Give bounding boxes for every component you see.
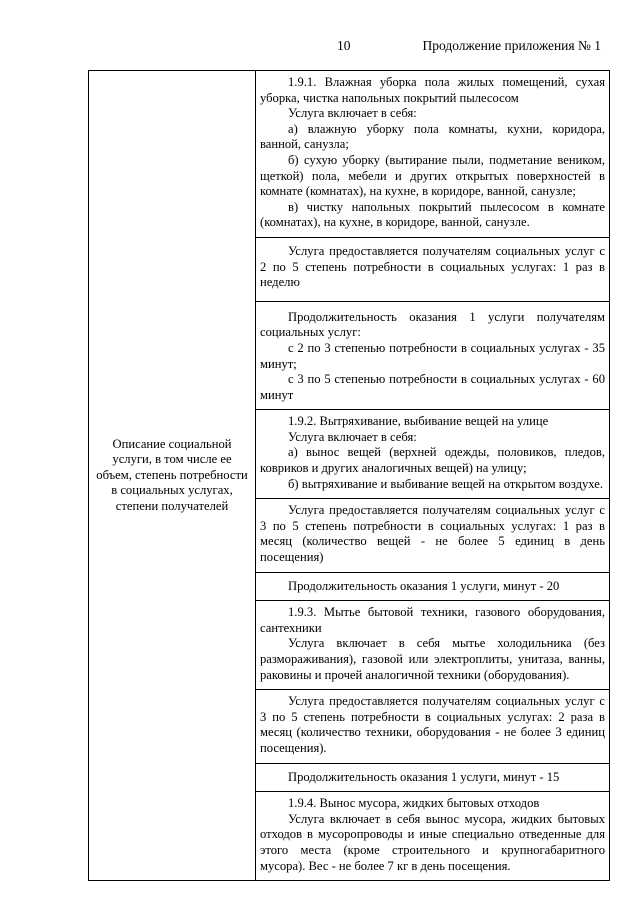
list-item: б) вытряхивание и выбивание вещей на открытом воздухе.	[288, 476, 604, 491]
continuation-label: Продолжение приложения № 1	[422, 38, 601, 53]
section-title: 1.9.1. Влажная уборка пола жилых помещений, сухая уборка, чистка напольных покрытий пылесосом	[260, 75, 605, 105]
section-title: 1.9.4. Вынос мусора, жидких бытовых отходов	[288, 796, 540, 811]
section-frequency	[256, 237, 610, 301]
frequency-text: Услуга предоставляется получателям социальных услуг с 3 по 5 степень потребности в социальных услугах: 1 раз в месяц (количество вещей - не более 5 единиц в день посещения)	[260, 503, 605, 565]
list-item: с 3 по 5 степенью потребности в социальных услугах - 60 минут	[260, 372, 605, 402]
section-title: 1.9.3. Мытье бытовой техники, газового оборудования, сантехники	[260, 605, 605, 635]
frequency-text: Услуга предоставляется получателям социальных услуг с 3 по 5 степень потребности в социальных услугах: 2 раза в месяц (количество техники, оборудования - не более 3 единиц посещения).	[260, 694, 605, 755]
services-table	[88, 70, 610, 881]
section-includes: Услуга включает в себя:	[288, 429, 417, 444]
section-duration	[256, 763, 610, 792]
page-number: 10	[337, 38, 351, 53]
frequency-text: Услуга предоставляется получателям социальных услуг с 2 по 5 степень потребности в социальных услугах: 1 раз в неделю	[260, 243, 605, 290]
section-1-9-1	[256, 71, 610, 238]
page-header	[0, 38, 639, 58]
table-row	[89, 71, 610, 238]
section-includes: Услуга включает в себя мытье холодильника (без размораживания), газовой или электроплиты, унитаза, ванны, раковины и прочей аналогичной техники (оборудования).	[260, 636, 605, 682]
section-includes: Услуга включает в себя:	[288, 106, 417, 121]
row-header-cell	[89, 71, 256, 881]
section-1-9-4	[256, 792, 610, 881]
duration-title: Продолжительность оказания 1 услуги получателям социальных услуг:	[260, 309, 605, 340]
list-item: с 2 по 3 степенью потребности в социальных услугах - 35 минут;	[260, 340, 605, 371]
duration-text: Продолжительность оказания 1 услуги, минут - 15	[288, 769, 560, 784]
list-item: а) влажную уборку пола комнаты, кухни, коридора, ванной, санузла;	[260, 121, 605, 152]
row-header-text: Описание социальной услуги, в том числе ее объем, степень потребности в социальных услугах, степени получателей	[96, 436, 248, 513]
section-includes: Услуга включает в себя вынос мусора, жидких бытовых отходов в мусоропроводы и иные специально отведенные для этого места (кроме строительного и крупногабаритного мусора). Вес - не более 7 кг в день посещения.	[260, 811, 605, 873]
section-frequency	[256, 690, 610, 763]
list-item: в) чистку напольных покрытий пылесосом в комнате (комнатах), на кухне, в коридоре, ванной, санузле.	[260, 199, 605, 230]
list-item: б) сухую уборку (вытирание пыли, подметание веником, щеткой) пола, мебели и других открытых поверхностей в комнате (комнатах), на кухне, в коридоре, ванной, санузле;	[260, 152, 605, 199]
section-1-9-3	[256, 601, 610, 690]
section-duration	[256, 301, 610, 410]
section-title: 1.9.2. Вытряхивание, выбивание вещей на улице	[288, 414, 549, 429]
section-duration	[256, 572, 610, 601]
section-1-9-2	[256, 410, 610, 499]
list-item: а) вынос вещей (верхней одежды, половиков, пледов, ковриков и других аналогичных вещей) на улицу;	[260, 445, 605, 476]
section-frequency	[256, 499, 610, 572]
duration-text: Продолжительность оказания 1 услуги, минут - 20	[288, 578, 560, 593]
